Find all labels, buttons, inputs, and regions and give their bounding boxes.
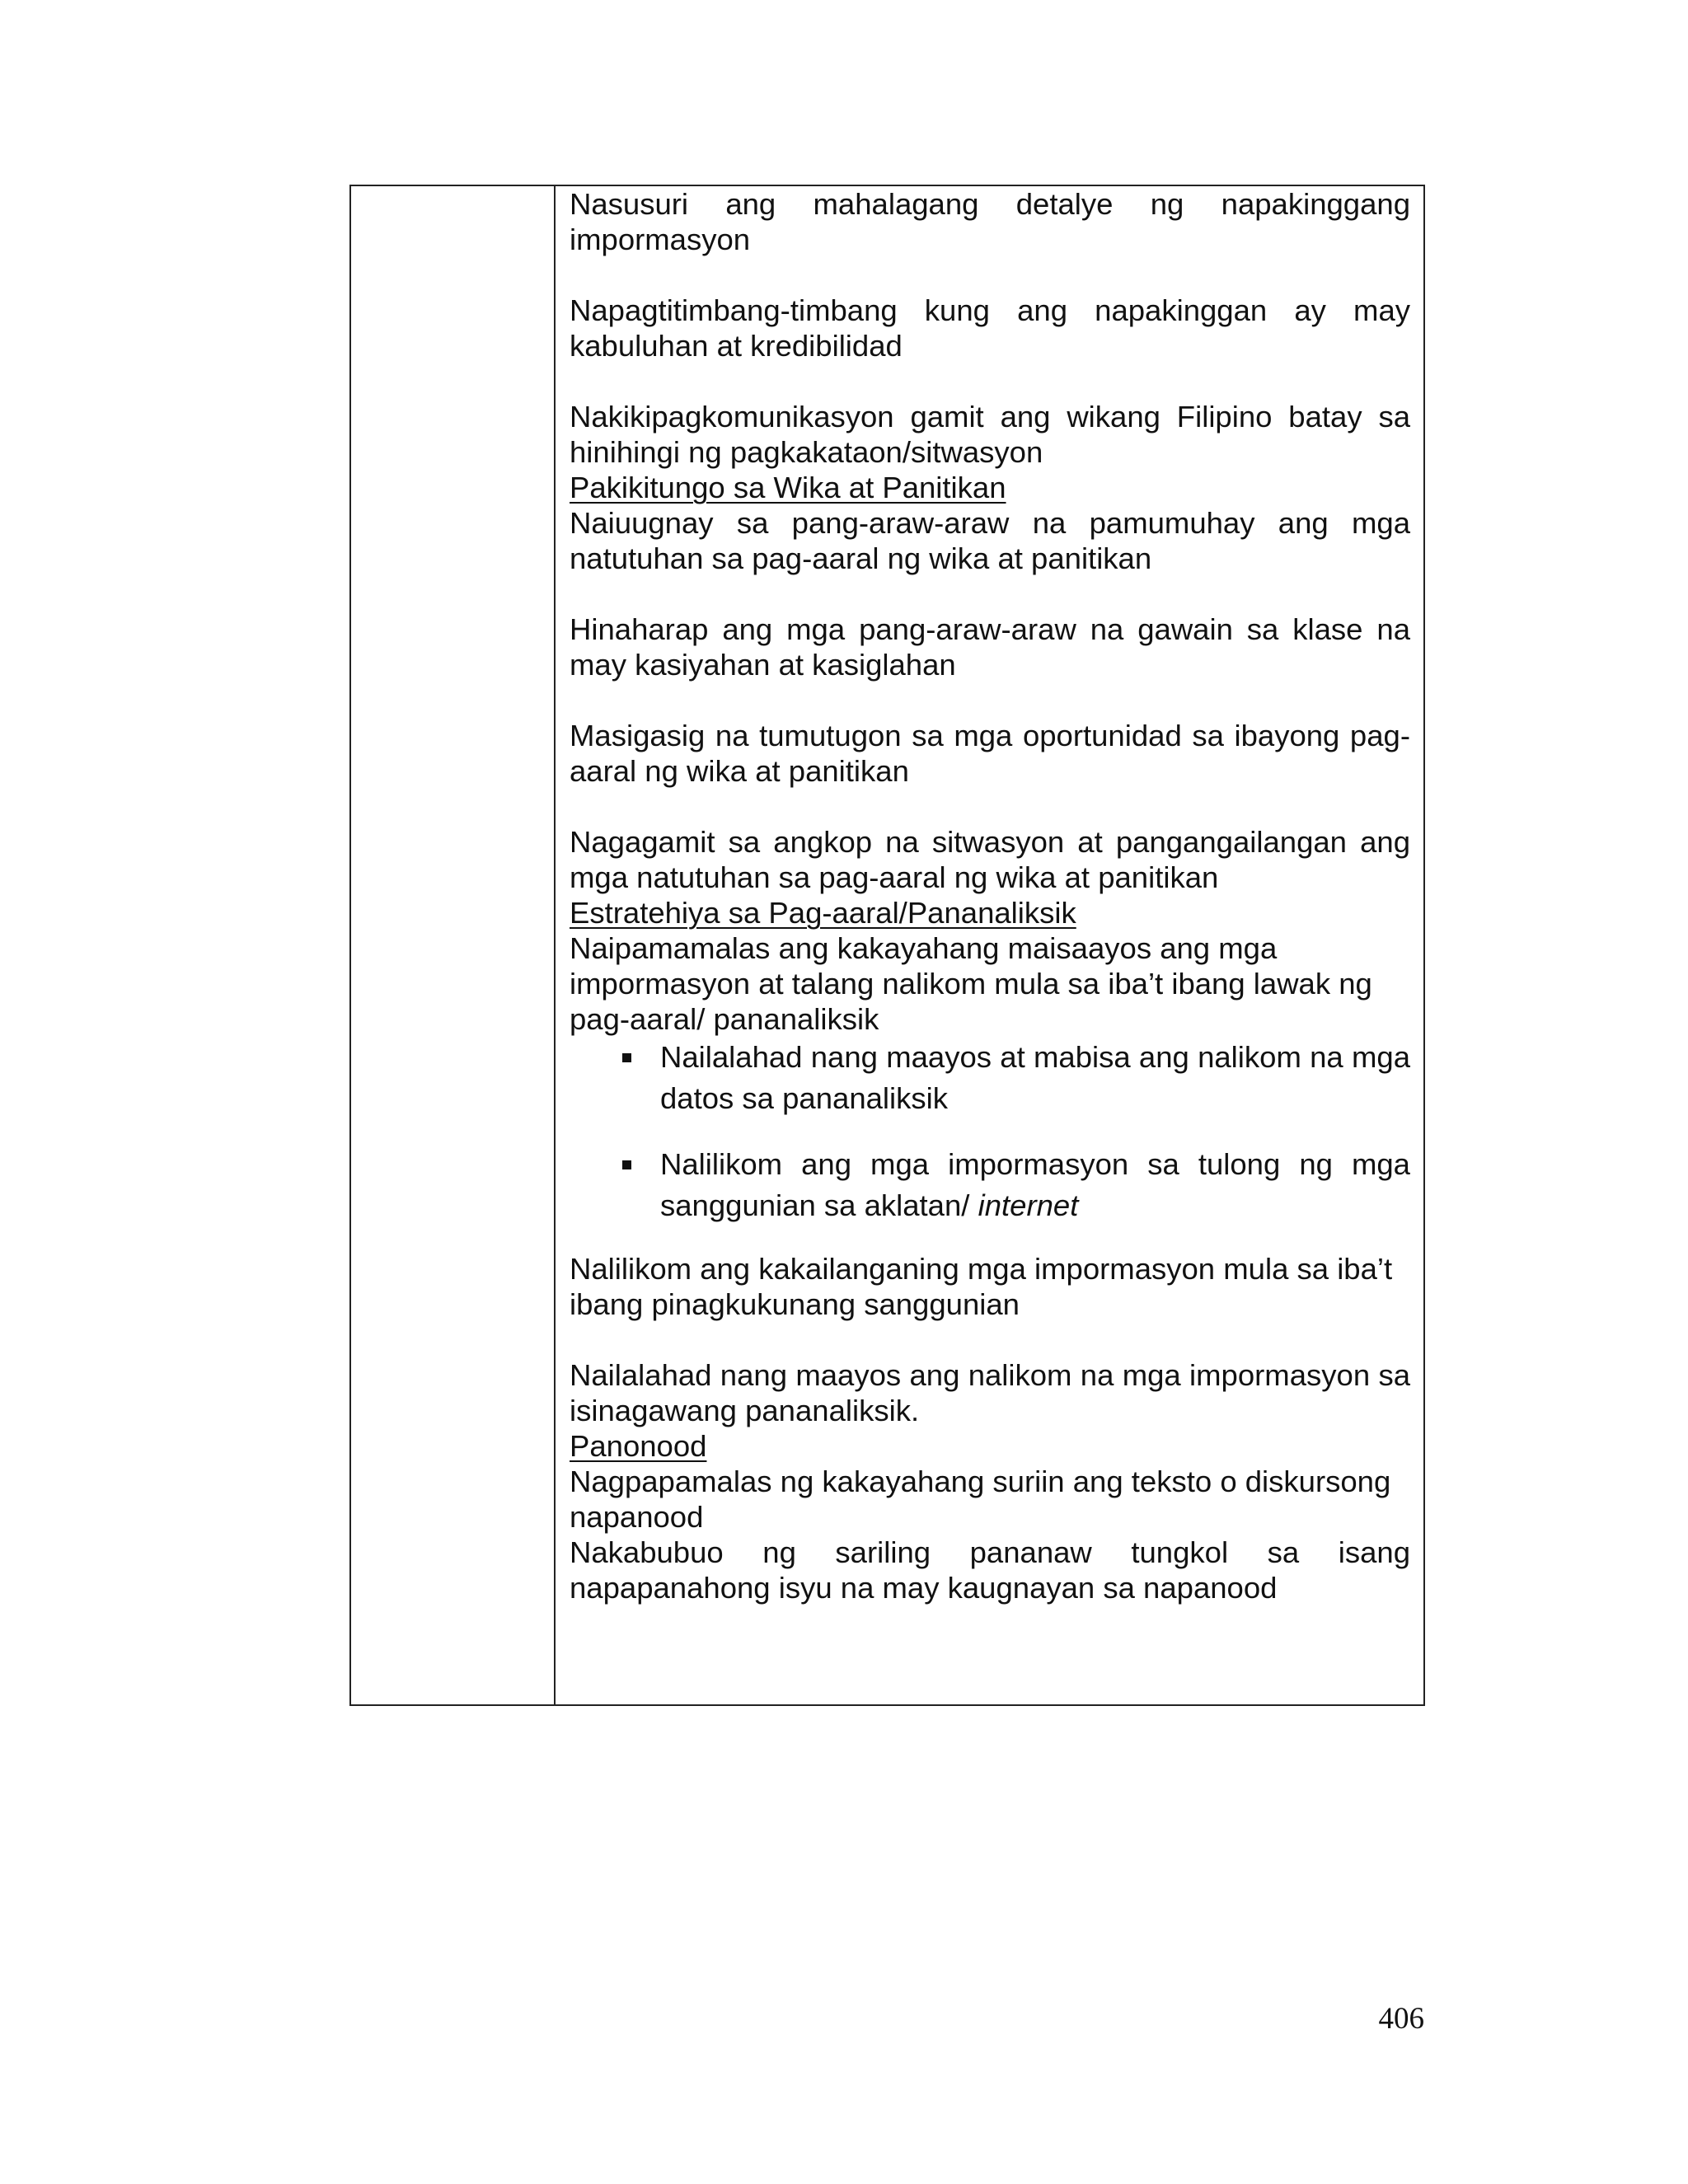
list-item — [660, 1037, 1410, 1119]
competency-text: Nagpapamalas ng kakayahang suriin ang teksto o diskursong napanood — [570, 1465, 1391, 1534]
competency-text: Nakabubuo ng sariling pananaw tungkol sa isang napapanahong isyu na may kaugnayan sa napanood — [570, 1535, 1410, 1605]
list-item — [660, 1144, 1410, 1226]
competency-text: Hinaharap ang mga pang-araw-araw na gawain sa klase na may kasiyahan at kasiglahan — [570, 612, 1410, 682]
competency-text: Naipamamalas ang kakayahang maisaayos ang mga impormasyon at talang nalikom mula sa iba’t ibang lawak ng pag-aaral/ pananaliksik — [570, 931, 1372, 1036]
competency-table — [349, 185, 1425, 1706]
section-heading: Estratehiya sa Pag-aaral/Pananaliksik — [570, 896, 1076, 930]
bullet-list — [570, 1037, 1410, 1226]
table-right-column — [556, 186, 1423, 1704]
competency-text: Naiuugnay sa pang-araw-araw na pamumuhay ang mga natutuhan sa pag-aaral ng wika at panitikan — [570, 506, 1410, 575]
competency-text: Masigasig na tumutugon sa mga oportunidad sa ibayong pag-aaral ng wika at panitikan — [570, 719, 1410, 788]
table-left-column — [351, 186, 556, 1704]
square-bullet-icon — [622, 1160, 631, 1169]
page-number: 406 — [1378, 2002, 1424, 2036]
competency-text: Nagagamit sa angkop na sitwasyon at pangangailangan ang mga natutuhan sa pag-aaral ng wika at panitikan — [570, 825, 1410, 894]
competency-text: Nailalahad nang maayos ang nalikom na mga impormasyon sa isinagawang pananaliksik. — [570, 1358, 1410, 1427]
competency-text: Nasusuri ang mahalagang detalye ng napakinggang impormasyon — [570, 187, 1410, 256]
competency-text: Nakikipagkomunikasyon gamit ang wikang Filipino batay sa hinihingi ng pagkakataon/sitwasyon — [570, 400, 1410, 469]
section-heading: Panonood — [570, 1429, 707, 1463]
competency-text: Napagtitimbang-timbang kung ang napakinggan ay may kabuluhan at kredibilidad — [570, 293, 1410, 363]
list-item-text: Nailalahad nang maayos at mabisa ang nalikom na mga datos sa pananaliksik — [660, 1040, 1410, 1115]
list-item-text: Nalilikom ang mga impormasyon sa tulong ng mga sanggunian sa aklatan/ — [660, 1147, 1410, 1222]
list-item-italic-text: internet — [978, 1188, 1079, 1222]
square-bullet-icon — [622, 1053, 631, 1062]
competency-text: Nalilikom ang kakailanganing mga impormasyon mula sa iba’t ibang pinagkukunang sanggunian — [570, 1252, 1393, 1321]
section-heading: Pakikitungo sa Wika at Panitikan — [570, 471, 1006, 504]
